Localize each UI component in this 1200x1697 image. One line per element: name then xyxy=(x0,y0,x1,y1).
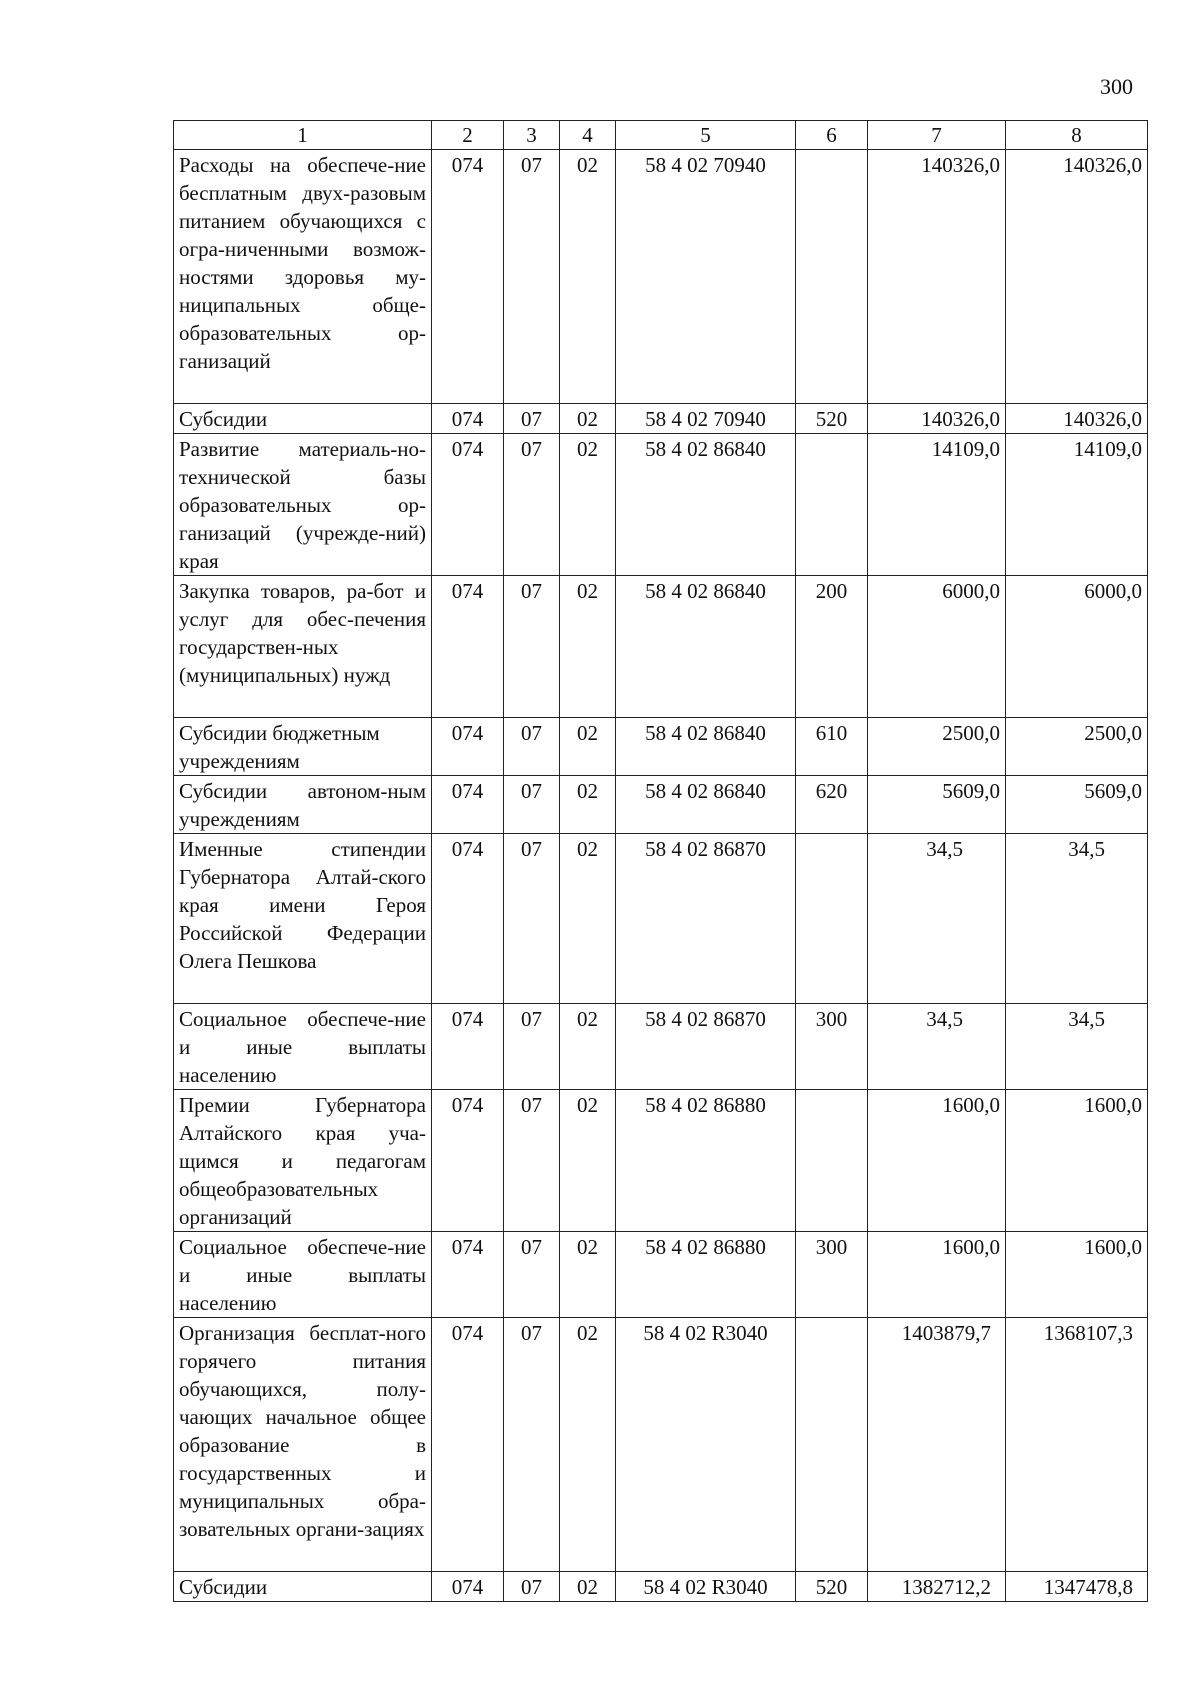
target-article-code: 58 4 02 86840 xyxy=(616,776,796,834)
amount-col8: 6000,0 xyxy=(1006,576,1148,718)
section-code: 07 xyxy=(504,776,560,834)
subsection-code: 02 xyxy=(560,834,616,1004)
expense-name: Субсидии бюджетным учреждениям xyxy=(174,718,432,776)
column-header: 4 xyxy=(560,121,616,150)
table-row xyxy=(174,150,1148,404)
subsection-code: 02 xyxy=(560,1232,616,1318)
column-header: 5 xyxy=(616,121,796,150)
table-row xyxy=(174,404,1148,434)
ministry-code: 074 xyxy=(432,150,504,404)
target-article-code: 58 4 02 86840 xyxy=(616,434,796,576)
expense-type-code xyxy=(796,834,868,1004)
budget-table xyxy=(173,120,1148,1602)
amount-col7: 14109,0 xyxy=(868,434,1006,576)
expense-type-code xyxy=(796,1090,868,1232)
table-row xyxy=(174,834,1148,1004)
section-code: 07 xyxy=(504,150,560,404)
ministry-code: 074 xyxy=(432,834,504,1004)
ministry-code: 074 xyxy=(432,576,504,718)
column-header: 6 xyxy=(796,121,868,150)
section-code: 07 xyxy=(504,404,560,434)
amount-col7: 1600,0 xyxy=(868,1090,1006,1232)
expense-type-code xyxy=(796,434,868,576)
column-header: 3 xyxy=(504,121,560,150)
expense-name: Развитие материаль-но-технической базы образовательных ор-ганизаций (учрежде-ний) края xyxy=(174,434,432,576)
column-header: 8 xyxy=(1006,121,1148,150)
expense-name: Закупка товаров, ра-бот и услуг для обес-печения государствен-ных (муниципальных) нужд xyxy=(174,576,432,718)
ministry-code: 074 xyxy=(432,1004,504,1090)
expense-name: Субсидии xyxy=(174,404,432,434)
table-row xyxy=(174,776,1148,834)
expense-name: Организация бесплат-ного горячего питания обучающихся, полу-чающих начальное общее образование в государственных и муниципальных обра-зовательных органи-зациях xyxy=(174,1318,432,1572)
section-code: 07 xyxy=(504,434,560,576)
amount-col8: 14109,0 xyxy=(1006,434,1148,576)
expense-name: Социальное обеспече-ние и иные выплаты населению xyxy=(174,1004,432,1090)
subsection-code: 02 xyxy=(560,1090,616,1232)
section-code: 07 xyxy=(504,1090,560,1232)
table-row xyxy=(174,434,1148,576)
table-row xyxy=(174,1572,1148,1602)
expense-type-code: 610 xyxy=(796,718,868,776)
subsection-code: 02 xyxy=(560,1572,616,1602)
ministry-code: 074 xyxy=(432,1318,504,1572)
expense-type-code: 300 xyxy=(796,1232,868,1318)
target-article-code: 58 4 02 86840 xyxy=(616,718,796,776)
target-article-code: 58 4 02 70940 xyxy=(616,404,796,434)
subsection-code: 02 xyxy=(560,404,616,434)
table-row xyxy=(174,718,1148,776)
amount-col7: 1600,0 xyxy=(868,1232,1006,1318)
amount-col8: 140326,0 xyxy=(1006,150,1148,404)
target-article-code: 58 4 02 R3040 xyxy=(616,1318,796,1572)
amount-col8: 5609,0 xyxy=(1006,776,1148,834)
target-article-code: 58 4 02 86870 xyxy=(616,834,796,1004)
column-header: 1 xyxy=(174,121,432,150)
amount-col7: 34,5 xyxy=(868,834,1006,1004)
table-row xyxy=(174,1318,1148,1572)
table-row xyxy=(174,1004,1148,1090)
target-article-code: 58 4 02 R3040 xyxy=(616,1572,796,1602)
amount-col8: 1600,0 xyxy=(1006,1232,1148,1318)
target-article-code: 58 4 02 86840 xyxy=(616,576,796,718)
expense-type-code xyxy=(796,150,868,404)
ministry-code: 074 xyxy=(432,1572,504,1602)
amount-col8: 2500,0 xyxy=(1006,718,1148,776)
target-article-code: 58 4 02 86880 xyxy=(616,1090,796,1232)
table-row xyxy=(174,1090,1148,1232)
section-code: 07 xyxy=(504,834,560,1004)
expense-type-code: 520 xyxy=(796,1572,868,1602)
section-code: 07 xyxy=(504,1572,560,1602)
section-code: 07 xyxy=(504,1232,560,1318)
subsection-code: 02 xyxy=(560,1318,616,1572)
amount-col7: 6000,0 xyxy=(868,576,1006,718)
expense-type-code xyxy=(796,1318,868,1572)
ministry-code: 074 xyxy=(432,1090,504,1232)
expense-name: Субсидии xyxy=(174,1572,432,1602)
ministry-code: 074 xyxy=(432,404,504,434)
ministry-code: 074 xyxy=(432,718,504,776)
subsection-code: 02 xyxy=(560,1004,616,1090)
table-row xyxy=(174,576,1148,718)
subsection-code: 02 xyxy=(560,776,616,834)
section-code: 07 xyxy=(504,576,560,718)
column-header: 2 xyxy=(432,121,504,150)
amount-col7: 5609,0 xyxy=(868,776,1006,834)
column-header: 7 xyxy=(868,121,1006,150)
expense-name: Премии Губернатора Алтайского края уча-щимся и педагогам общеобразовательных организаций xyxy=(174,1090,432,1232)
subsection-code: 02 xyxy=(560,576,616,718)
ministry-code: 074 xyxy=(432,1232,504,1318)
amount-col7: 2500,0 xyxy=(868,718,1006,776)
page-number: 300 xyxy=(1100,74,1133,99)
amount-col8: 34,5 xyxy=(1006,1004,1148,1090)
table-row xyxy=(174,1232,1148,1318)
amount-col8: 140326,0 xyxy=(1006,404,1148,434)
section-code: 07 xyxy=(504,718,560,776)
section-code: 07 xyxy=(504,1004,560,1090)
amount-col8: 1600,0 xyxy=(1006,1090,1148,1232)
expense-name: Именные стипендии Губернатора Алтай-ского края имени Героя Российской Федерации Олега Пешкова xyxy=(174,834,432,1004)
amount-col8: 1347478,8 xyxy=(1006,1572,1148,1602)
expense-name: Социальное обеспече-ние и иные выплаты населению xyxy=(174,1232,432,1318)
subsection-code: 02 xyxy=(560,718,616,776)
amount-col7: 140326,0 xyxy=(868,150,1006,404)
amount-col7: 1403879,7 xyxy=(868,1318,1006,1572)
subsection-code: 02 xyxy=(560,150,616,404)
subsection-code: 02 xyxy=(560,434,616,576)
expense-name: Субсидии автоном-ным учреждениям xyxy=(174,776,432,834)
section-code: 07 xyxy=(504,1318,560,1572)
ministry-code: 074 xyxy=(432,776,504,834)
target-article-code: 58 4 02 86880 xyxy=(616,1232,796,1318)
amount-col8: 34,5 xyxy=(1006,834,1148,1004)
ministry-code: 074 xyxy=(432,434,504,576)
expense-type-code: 200 xyxy=(796,576,868,718)
amount-col7: 1382712,2 xyxy=(868,1572,1006,1602)
expense-type-code: 300 xyxy=(796,1004,868,1090)
table-header-row xyxy=(174,121,1148,150)
amount-col7: 140326,0 xyxy=(868,404,1006,434)
expense-name: Расходы на обеспече-ние бесплатным двух-разовым питанием обучающихся с огра-ниченными возмож-ностями здоровья му-ниципальных обще-образовательных ор-ганизаций xyxy=(174,150,432,404)
expense-type-code: 520 xyxy=(796,404,868,434)
amount-col8: 1368107,3 xyxy=(1006,1318,1148,1572)
expense-type-code: 620 xyxy=(796,776,868,834)
target-article-code: 58 4 02 86870 xyxy=(616,1004,796,1090)
target-article-code: 58 4 02 70940 xyxy=(616,150,796,404)
amount-col7: 34,5 xyxy=(868,1004,1006,1090)
